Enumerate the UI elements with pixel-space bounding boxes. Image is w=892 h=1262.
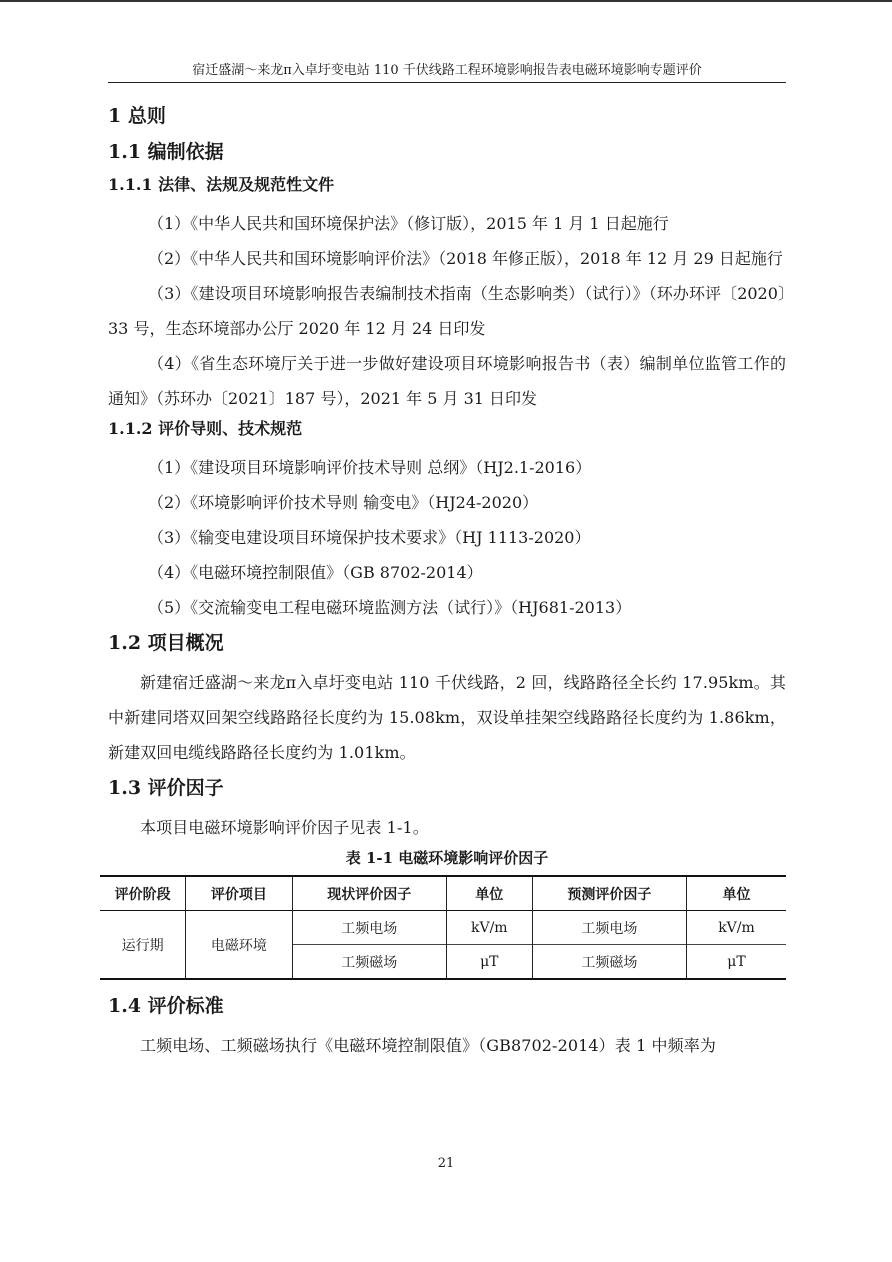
cell-predicted-unit: kV/m — [687, 911, 786, 945]
cell-predicted-factor: 工频磁场 — [532, 945, 686, 980]
header-predicted-factor: 预测评价因子 — [532, 876, 686, 911]
table-row — [100, 911, 786, 945]
top-border-line — [0, 0, 892, 2]
header-item: 评价项目 — [186, 876, 292, 911]
section-1-4-heading: 1.4 评价标准 — [108, 995, 224, 1017]
law-ref-3: （3）《建设项目环境影响报告表编制技术指南（生态影响类）（试行）》（环办环评〔2020〕33 号，生态环境部办公厅 2020 年 12 月 24 日印发 — [108, 284, 786, 338]
page-number: 21 — [437, 1156, 455, 1171]
section-1-1-heading: 1.1 编制依据 — [108, 141, 224, 163]
standard-ref-2: （2）《环境影响评价技术导则 输变电》（HJ24-2020） — [148, 493, 539, 512]
header-current-factor: 现状评价因子 — [292, 876, 446, 911]
evaluation-factor-table — [100, 875, 786, 980]
evaluation-standard-text: 工频电场、工频磁场执行《电磁环境控制限值》（GB8702-2014）表 1 中频率为 — [140, 1036, 716, 1055]
running-header: 宿迁盛湖～来龙π入卓圩变电站 110 千伏线路工程环境影响报告表电磁环境影响专题评价 — [192, 63, 702, 78]
standard-ref-5: （5）《交流输变电工程电磁环境监测方法（试行）》（HJ681-2013） — [148, 598, 632, 617]
cell-current-unit: μT — [446, 945, 532, 980]
section-1-3-heading: 1.3 评价因子 — [108, 777, 224, 799]
section-1-2-heading: 1.2 项目概况 — [108, 632, 224, 654]
standard-ref-4: （4）《电磁环境控制限值》（GB 8702-2014） — [148, 563, 483, 582]
page-body — [108, 100, 786, 1063]
table-caption: 表 1-1 电磁环境影响评价因子 — [345, 849, 549, 867]
law-ref-1: （1）《中华人民共和国环境保护法》（修订版），2015 年 1 月 1 日起施行 — [148, 214, 669, 233]
section-1-1-1-heading: 1.1.1 法律、法规及规范性文件 — [108, 175, 335, 194]
project-overview-text: 新建宿迁盛湖～来龙π入卓圩变电站 110 千伏线路，2 回，线路路径全长约 17.95km。其中新建同塔双回架空线路路径长度约为 15.08km，双设单挂架空线路路径长度约为 1.86km，新建双回电缆线路路径长度约为 1.01km。 — [108, 673, 786, 762]
standard-ref-1: （1）《建设项目环境影响评价技术导则 总纲》（HJ2.1-2016） — [148, 458, 592, 477]
header-predicted-unit: 单位 — [687, 876, 786, 911]
cell-stage: 运行期 — [100, 911, 186, 980]
header-rule — [108, 82, 786, 83]
law-ref-2: （2）《中华人民共和国环境影响评价法》（2018 年修正版），2018 年 12 月 29 日起施行 — [148, 249, 783, 268]
header-stage: 评价阶段 — [100, 876, 186, 911]
standard-ref-3: （3）《输变电建设项目环境保护技术要求》（HJ 1113-2020） — [148, 528, 591, 547]
section-1-heading: 1 总则 — [108, 105, 166, 127]
cell-current-unit: kV/m — [446, 911, 532, 945]
cell-predicted-factor: 工频电场 — [532, 911, 686, 945]
header-current-unit: 单位 — [446, 876, 532, 911]
cell-current-factor: 工频磁场 — [292, 945, 446, 980]
table-header-row — [100, 876, 786, 911]
cell-predicted-unit: μT — [687, 945, 786, 980]
cell-current-factor: 工频电场 — [292, 911, 446, 945]
cell-item: 电磁环境 — [186, 911, 292, 980]
section-1-1-2-heading: 1.1.2 评价导则、技术规范 — [108, 419, 303, 438]
evaluation-factor-intro: 本项目电磁环境影响评价因子见表 1-1。 — [140, 818, 429, 837]
law-ref-4: （4）《省生态环境厅关于进一步做好建设项目环境影响报告书（表）编制单位监管工作的通知》（苏环办〔2021〕187 号），2021 年 5 月 31 日印发 — [108, 354, 786, 408]
